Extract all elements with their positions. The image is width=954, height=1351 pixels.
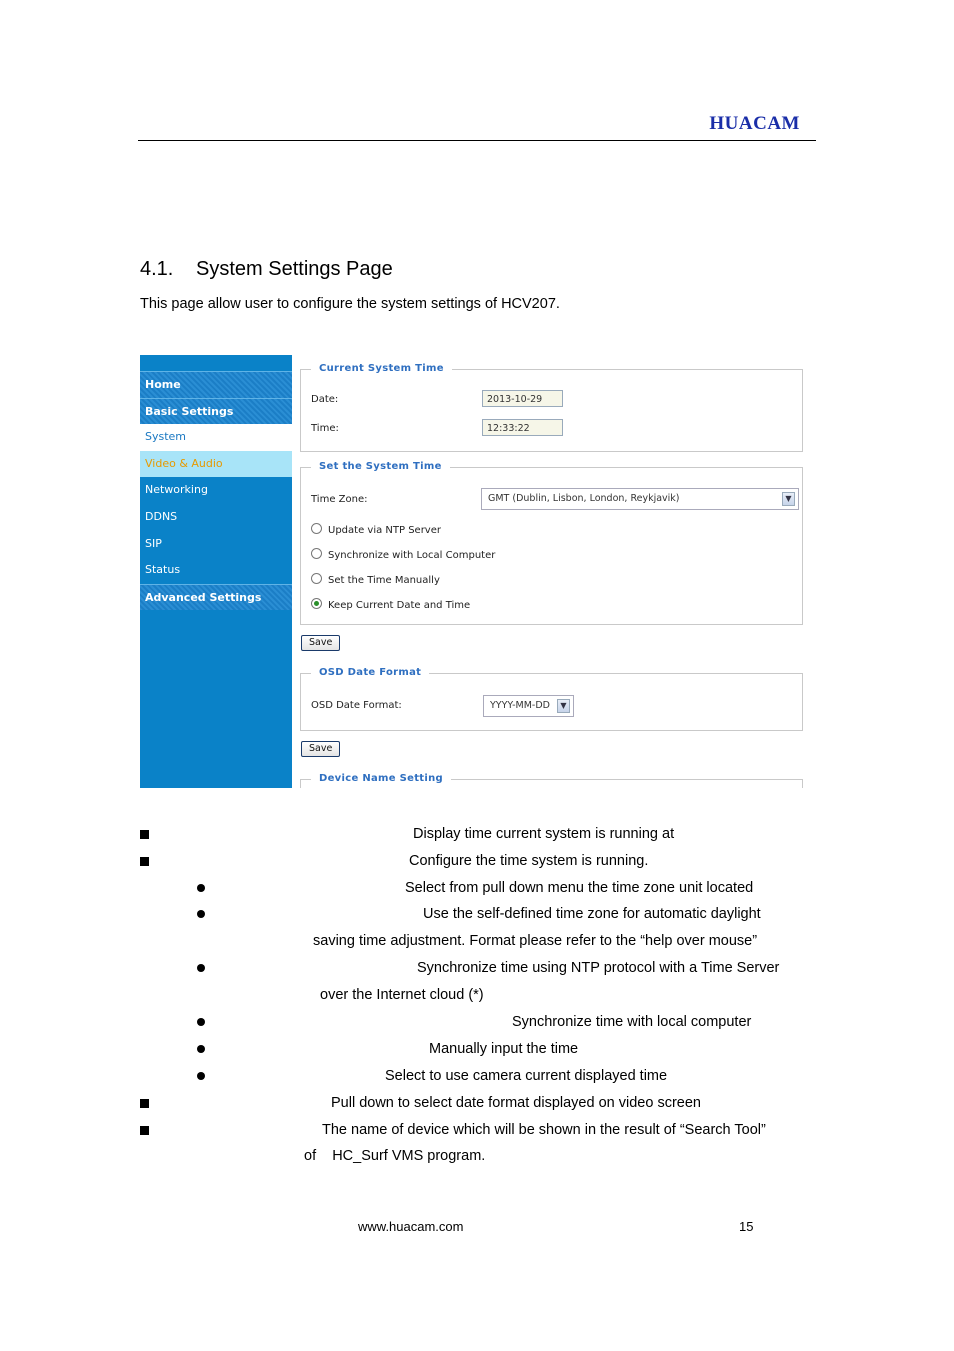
bullet-square bbox=[140, 1126, 149, 1135]
option-ntp[interactable] bbox=[311, 523, 441, 535]
nav-item-video-audio[interactable]: Video & Audio bbox=[140, 451, 292, 478]
option-sync-local[interactable] bbox=[311, 548, 495, 560]
device-name-group bbox=[300, 773, 803, 788]
chevron-down-icon[interactable]: ▼ bbox=[782, 492, 795, 506]
date-field[interactable]: 2013-10-29 bbox=[482, 390, 563, 407]
timezone-label: Time Zone: bbox=[311, 494, 368, 505]
option-ntp-label: Update via NTP Server bbox=[328, 525, 441, 536]
bullet-square bbox=[140, 857, 149, 866]
desc-keep-current: Select to use camera current displayed time bbox=[385, 1068, 668, 1084]
nav-item-system[interactable]: System bbox=[140, 424, 292, 451]
timezone-value: GMT (Dublin, Lisbon, London, Reykjavik) bbox=[488, 493, 680, 504]
bullet-dot bbox=[197, 1072, 205, 1080]
desc-ntp: Synchronize time using NTP protocol with a Time Server bbox=[417, 960, 780, 976]
desc-device-name: The name of device which will be shown in the result of “Search Tool” bbox=[322, 1122, 766, 1138]
header-rule bbox=[138, 140, 816, 141]
date-label: Date: bbox=[311, 394, 339, 405]
section-heading: System Settings Page bbox=[196, 258, 393, 280]
section-title bbox=[140, 258, 393, 281]
nav-item-ddns[interactable]: DDNS bbox=[145, 509, 178, 523]
nav-item-home[interactable]: Home bbox=[140, 371, 292, 398]
save-osd-button[interactable]: Save bbox=[301, 741, 340, 757]
settings-content bbox=[300, 355, 805, 788]
option-keep-current[interactable] bbox=[311, 598, 470, 610]
desc-sync-local: Synchronize time with local computer bbox=[512, 1014, 752, 1030]
set-time-group bbox=[300, 461, 803, 625]
sidebar-nav bbox=[140, 355, 292, 788]
bullet-dot bbox=[197, 1045, 205, 1053]
desc-self-defined: Use the self-defined time zone for automatic daylight bbox=[423, 906, 761, 922]
radio-keep-current[interactable] bbox=[311, 598, 322, 609]
desc-current-time: Display time current system is running at bbox=[413, 826, 675, 842]
nav-item-networking[interactable]: Networking bbox=[145, 483, 208, 497]
bullet-dot bbox=[197, 964, 205, 972]
bullet-square bbox=[140, 1099, 149, 1108]
osd-label: OSD Date Format: bbox=[311, 700, 402, 711]
desc-manual: Manually input the time bbox=[429, 1041, 579, 1057]
page-number: 15 bbox=[739, 1219, 754, 1234]
osd-legend: OSD Date Format bbox=[311, 667, 429, 678]
desc-ntp-cont: over the Internet cloud (*) bbox=[320, 987, 484, 1003]
desc-osd: Pull down to select date format displayed on video screen bbox=[331, 1095, 701, 1111]
desc-set-time: Configure the time system is running. bbox=[409, 853, 649, 869]
osd-group bbox=[300, 667, 803, 731]
nav-item-sip[interactable]: SIP bbox=[145, 536, 162, 550]
radio-ntp[interactable] bbox=[311, 523, 322, 534]
desc-self-defined-cont: saving time adjustment. Format please refer to the “help over mouse” bbox=[313, 933, 758, 949]
desc-timezone: Select from pull down menu the time zone unit located bbox=[405, 880, 754, 896]
option-manual-label: Set the Time Manually bbox=[328, 575, 440, 586]
current-time-legend: Current System Time bbox=[311, 363, 452, 374]
timezone-select[interactable] bbox=[481, 488, 799, 510]
nav-item-status[interactable]: Status bbox=[145, 563, 181, 577]
option-sync-local-label: Synchronize with Local Computer bbox=[328, 550, 496, 561]
osd-format-value: YYYY-MM-DD bbox=[490, 700, 550, 711]
nav-item-basic-settings[interactable]: Basic Settings bbox=[140, 398, 292, 425]
nav-item-advanced-settings[interactable]: Advanced Settings bbox=[140, 584, 292, 611]
radio-manual[interactable] bbox=[311, 573, 322, 584]
osd-format-select[interactable] bbox=[483, 695, 574, 717]
section-number: 4.1. bbox=[140, 258, 174, 280]
option-manual[interactable] bbox=[311, 573, 440, 585]
bullet-dot bbox=[197, 884, 205, 892]
desc-device-name-cont: of HC_Surf VMS program. bbox=[304, 1148, 486, 1164]
save-time-button[interactable]: Save bbox=[301, 635, 340, 651]
set-time-legend: Set the System Time bbox=[311, 461, 450, 472]
chevron-down-icon[interactable]: ▼ bbox=[557, 699, 570, 713]
time-field[interactable]: 12:33:22 bbox=[482, 419, 563, 436]
device-name-legend: Device Name Setting bbox=[311, 773, 451, 784]
brand-logo: HUACAM bbox=[709, 113, 800, 134]
footer-url: www.huacam.com bbox=[358, 1219, 464, 1234]
intro-text: This page allow user to configure the system settings of HCV207. bbox=[140, 296, 560, 312]
bullet-square bbox=[140, 830, 149, 839]
bullet-dot bbox=[197, 910, 205, 918]
bullet-dot bbox=[197, 1018, 205, 1026]
option-keep-current-label: Keep Current Date and Time bbox=[328, 600, 471, 611]
time-label: Time: bbox=[311, 423, 339, 434]
radio-sync-local[interactable] bbox=[311, 548, 322, 559]
current-time-group bbox=[300, 363, 803, 452]
system-settings-screenshot bbox=[140, 355, 805, 788]
